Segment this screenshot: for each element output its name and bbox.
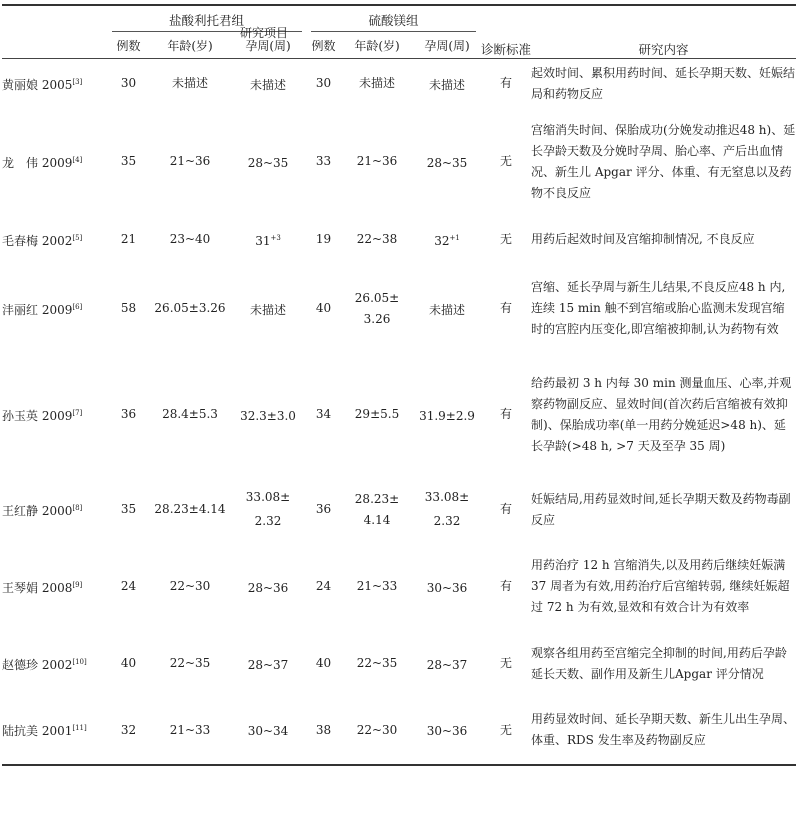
cases-2-cell: 33 [315,154,332,168]
content-cell: 用药显效时间、延长孕期天数、新生儿出生孕周、体重、RDS 发生率及药物副反应 [531,697,796,765]
study-name: 孙玉英 2009 [2,408,73,423]
gestation-2-cell [413,109,481,215]
diagnosis-cell: 无 [500,154,513,168]
table-row [2,353,796,477]
age-2-cell [341,109,413,215]
study-cell [2,543,107,631]
diagnosis-cell: 无 [481,697,531,765]
cases-1-cell: 35 [120,502,137,516]
cases-2-cell: 34 [315,407,332,421]
content-cell: 观察各组用药至宫缩完全抑制的时间,用药后孕龄延长天数、副作用及新生儿Apgar 评分情况 [531,645,787,681]
cases-2-cell: 30 [315,76,332,91]
research-items-label: 研究项目 [240,26,289,40]
age-1-value: 未描述 [171,76,208,91]
gestation-1-value: 33.08± 2.32 [245,490,291,528]
diagnosis-cell: 有 [500,579,513,593]
age-1-value: 22~35 [169,656,211,670]
age-1-value: 21~33 [169,722,211,737]
cases-2-cell: 40 [315,301,332,315]
content-cell: 宫缩消失时间、保胎成功(分娩发动推迟48 h)、延长孕龄天数及分娩时孕周、胎心率、产后出血情况、新生儿 Apgar 评分、体重、有无窒息以及药物不良反应 [531,122,796,200]
diagnosis-cell: 无 [500,232,513,246]
study-ref: [11] [72,724,87,732]
study-cell [2,477,107,543]
gestation-1-cell [230,353,306,477]
study-cell [2,109,107,215]
table-row [2,109,796,215]
age-header-1: 年龄(岁) [150,32,230,59]
age-2-cell [341,631,413,697]
gestation-2-cell [413,59,481,109]
age-1-value: 28.23±4.14 [154,502,226,516]
content-cell: 宫缩、延长孕周与新生儿结果,不良反应48 h 内,连续 15 min 触不到宫缩或胎心监测未发现宫缩时的宫腔内压变化,即宫缩被抑制,认为药物有效 [531,280,786,336]
gestation-2-value: 未描述 [429,77,466,92]
age-1-value: 23~40 [169,232,211,246]
table-row [2,697,796,765]
age-2-value: 22~35 [356,656,398,670]
study-name: 龙 伟 2009 [2,155,73,170]
cases-2-cell: 36 [315,502,332,516]
gestation-1-cell [230,543,306,631]
cases-2-cell: 40 [315,656,332,670]
age-header-2: 年龄(岁) [341,32,413,59]
study-ref: [3] [72,77,83,86]
age-2-value: 22~38 [356,232,398,246]
gestation-1-cell [230,59,306,109]
cases-2-cell: 19 [315,232,332,246]
study-name: 赵德珍 2002 [2,657,73,672]
gestation-1-value: 28~36 [247,580,289,595]
gestation-1-sup: +3 [270,233,281,242]
study-cell [2,265,107,353]
study-characteristics-table [2,4,796,766]
diagnosis-cell: 有 [500,502,513,516]
study-ref: [4] [72,155,83,164]
cases-2-cell: 38 [306,697,341,765]
age-2-value: 21~33 [356,579,398,593]
age-1-cell [150,631,230,697]
age-2-cell [341,477,413,543]
table-row [2,215,796,265]
cases-1-cell: 40 [120,656,137,670]
study-cell [2,353,107,477]
gestation-2-sup: +1 [449,233,460,242]
age-2-cell [341,215,413,265]
age-1-cell [150,109,230,215]
age-2-cell [341,697,413,765]
cases-1-cell: 24 [120,579,137,593]
content-cell: 给药最初 3 h 内每 30 min 测量血压、心率,并观察药物副反应、显效时间(首次药后宫缩被有效抑制)、保胎成功率(单一用药分娩延迟>48 h)、延长孕龄(>48 h, >7 天及至孕 35 周) [531,375,792,453]
study-header [2,5,107,59]
gestation-2-cell [413,353,481,477]
cases-1-cell: 35 [120,154,137,168]
gestation-2-cell [413,697,481,765]
age-1-value: 21~36 [169,154,211,168]
group2-label: 硫酸镁组 [311,11,476,32]
gestation-1-cell [230,631,306,697]
gestation-1-value: 28~35 [247,155,289,170]
gestation-2-value: 28~35 [426,155,468,170]
content-cell: 用药后起效时间及宫缩抑制情况, 不良反应 [531,232,755,246]
study-name: 王琴娟 2008 [2,580,73,595]
cases-header-2: 例数 [306,32,341,59]
study-name: 黄丽娘 2005 [2,77,73,92]
age-1-value: 26.05±3.26 [154,301,226,315]
table-row [2,631,796,697]
study-name: 毛春梅 2002 [2,233,73,248]
study-ref: [8] [72,503,83,512]
gestation-2-value: 33.08± 2.32 [424,490,470,528]
gestation-1-cell [230,215,306,265]
gestation-1-value: 未描述 [250,302,287,317]
gestation-1-cell [230,697,306,765]
age-1-cell [150,59,230,109]
cases-1-cell: 30 [120,76,137,91]
age-2-cell [341,353,413,477]
diagnosis-cell: 无 [500,656,513,670]
group1-label: 盐酸利托君组 [112,11,302,32]
gestation-2-cell [413,477,481,543]
study-ref: [6] [72,302,83,311]
gestation-2-cell [413,265,481,353]
age-1-cell [150,353,230,477]
content-cell: 妊娠结局,用药显效时间,延长孕期天数及药物毒副反应 [531,491,791,527]
gestation-1-value: 未描述 [250,77,287,92]
cases-1-cell: 58 [120,301,137,315]
age-2-value: 22~30 [356,722,398,737]
gestation-2-value: 30~36 [426,724,468,738]
gestation-1-value: 28~37 [247,657,289,672]
group2-header [306,5,481,32]
study-name: 沣丽红 2009 [2,302,73,317]
cases-1-cell: 32 [107,697,150,765]
cases-2-cell: 24 [315,579,332,593]
table-body [2,59,796,765]
study-cell [2,59,107,109]
age-1-cell [150,543,230,631]
content-cell: 起效时间、累积用药时间、延长孕期天数、妊娠结局和药物反应 [531,65,796,101]
table-row [2,477,796,543]
study-ref: [7] [72,408,83,417]
gestation-2-value: 28~37 [426,657,468,672]
cases-1-cell: 36 [120,407,137,421]
diagnosis-cell: 有 [500,76,513,91]
age-2-value: 26.05± 3.26 [354,290,400,326]
age-2-value: 28.23± 4.14 [354,491,400,527]
cases-header-1: 例数 [107,32,150,59]
gestation-1-cell [230,265,306,353]
gestation-2-value: 30~36 [426,580,468,595]
age-1-cell [150,265,230,353]
gestation-1-value: 32.3±3.0 [240,408,296,423]
age-1-value: 22~30 [169,579,211,593]
gestation-2-value: 32 [434,233,450,248]
content-cell: 用药治疗 12 h 宫缩消失,以及用药后继续妊娠满 37 周者为有效,用药治疗后宫缩转弱, 继续妊娠超过 72 h 为有效,显效和有效合计为有效率 [531,558,790,614]
study-name: 陆抗美 2001 [2,724,73,738]
age-2-cell [341,543,413,631]
gestation-1-value: 30~34 [247,724,289,738]
age-1-cell [150,477,230,543]
gestation-1-value: 31 [255,233,271,248]
study-cell [2,631,107,697]
gestation-2-cell [413,543,481,631]
study-ref: [5] [72,233,83,242]
gestation-2-value: 31.9±2.9 [419,408,475,423]
age-2-cell [341,59,413,109]
diagnosis-cell: 有 [500,407,513,421]
age-2-cell [341,265,413,353]
age-1-cell [150,697,230,765]
age-2-value: 21~36 [356,154,398,168]
age-1-value: 28.4±5.3 [162,407,218,421]
study-ref: [10] [72,657,87,666]
gestation-2-cell [413,215,481,265]
gestation-2-value: 未描述 [429,302,466,317]
study-ref: [9] [72,580,83,589]
table-row [2,265,796,353]
gestation-header-1: 孕周(周) [230,32,306,59]
diagnosis-header: 诊断标准 [481,5,531,59]
table-row [2,543,796,631]
age-1-cell [150,215,230,265]
gestation-1-cell [230,109,306,215]
age-2-value: 未描述 [359,76,396,91]
gestation-header-2: 孕周(周) [413,32,481,59]
table-row [2,59,796,109]
cases-1-cell: 21 [120,232,137,246]
study-cell [2,215,107,265]
diagnosis-cell: 有 [500,301,513,315]
study-cell [2,697,107,765]
study-name: 王红静 2000 [2,503,73,518]
header-row-1 [2,5,796,32]
gestation-2-cell [413,631,481,697]
gestation-1-cell [230,477,306,543]
age-2-value: 29±5.5 [354,407,400,421]
content-header: 研究内容 [531,5,796,59]
